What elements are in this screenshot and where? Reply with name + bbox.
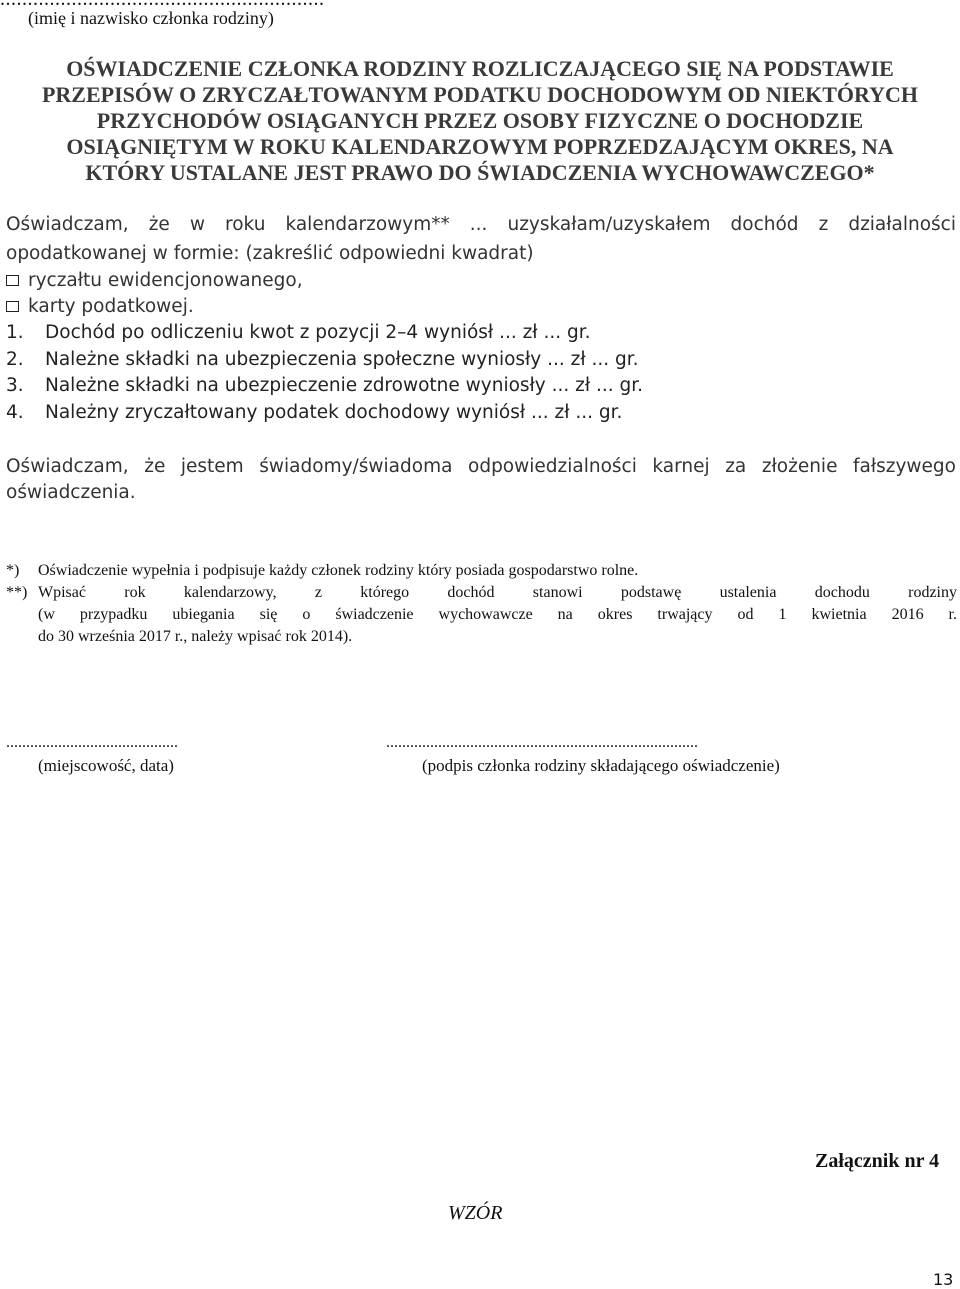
title-line: PRZYCHODÓW OSIĄGANYCH PRZEZ OSOBY FIZYCZNE O DOCHODZIE — [96, 108, 864, 133]
item-number: 1. — [6, 322, 24, 343]
footnote-2-mark: **) — [6, 584, 28, 601]
title-line: PRZEPISÓW O ZRYCZAŁTOWANYM PODATKU DOCHODOWYM OD NIEKTÓRYCH — [41, 82, 919, 107]
item-text: Należny zryczałtowany podatek dochodowy wyniósł ... zł ... gr. — [45, 402, 623, 423]
footnote-2-line-3: do 30 września 2017 r., należy wpisać rok 2014). — [38, 628, 353, 645]
signature-dots: .............................................................................. — [386, 734, 698, 751]
footnote-2-line-2: (w przypadku ubiegania się o świadczenie wychowawcze na okres trwający od 1 kwietnia 2016 r. — [38, 606, 957, 623]
template-label: WZÓR — [448, 1202, 503, 1224]
option-tax-card[interactable] — [6, 296, 194, 317]
list-item — [6, 322, 591, 343]
declaration-line-2: opodatkowanej w formie: (zakreślić odpowiedni kwadrat) — [6, 243, 534, 264]
page-number: 13 — [933, 1270, 954, 1289]
checkbox-icon[interactable] — [6, 301, 19, 312]
place-date-label: (miejscowość, data) — [38, 756, 174, 775]
checkbox-icon[interactable] — [6, 275, 19, 286]
place-date-dots: ........................................... — [6, 734, 178, 751]
title-line: KTÓRY USTALANE JEST PRAWO DO ŚWIADCZENIA WYCHOWAWCZEGO* — [85, 160, 875, 185]
item-text: Dochód po odliczeniu kwot z pozycji 2–4 wyniósł ... zł ... gr. — [45, 322, 591, 343]
annex-label: Załącznik nr 4 — [815, 1150, 940, 1172]
list-item — [6, 349, 639, 370]
list-item — [6, 402, 622, 423]
list-item — [6, 375, 643, 396]
title-line: OŚWIADCZENIE CZŁONKA RODZINY ROZLICZAJĄCEGO SIĘ NA PODSTAWIE — [66, 56, 894, 81]
item-text: Należne składki na ubezpieczenie zdrowotne wyniosły ... zł ... gr. — [45, 375, 644, 396]
title-line: OSIĄGNIĘTYM W ROKU KALENDARZOWYM POPRZEDZAJĄCYM OKRES, NA — [66, 134, 894, 159]
statement-line-2: oświadczenia. — [6, 482, 136, 503]
item-number: 3. — [6, 375, 24, 396]
name-label: (imię i nazwisko członka rodziny) — [28, 8, 274, 28]
signature-label: (podpis członka rodziny składającego oświadczenie) — [422, 756, 780, 775]
declaration-line-1: Oświadczam, że w roku kalendarzowym** ... uzyskałam/uzyskałem dochód z działalności — [6, 214, 956, 235]
option-flat-rate[interactable] — [6, 270, 303, 291]
footnote-2-line-1: Wpisać rok kalendarzowy, z którego dochód stanowi podstawę ustalenia dochodu rodziny — [38, 584, 957, 601]
item-number: 2. — [6, 349, 24, 370]
footnote-1-mark: *) — [6, 562, 20, 579]
document-title — [0, 56, 960, 186]
statement-line-1: Oświadczam, że jestem świadomy/świadoma odpowiedzialności karnej za złożenie fałszywego — [6, 456, 956, 477]
item-number: 4. — [6, 402, 24, 423]
item-text: Należne składki na ubezpieczenia społeczne wyniosły ... zł ... gr. — [45, 349, 639, 370]
option-label: karty podatkowej. — [28, 296, 194, 317]
footnote-1-text: Oświadczenie wypełnia i podpisuje każdy członek rodziny który posiada gospodarstwo rolne. — [38, 562, 639, 579]
option-label: ryczałtu ewidencjonowanego, — [28, 270, 303, 291]
